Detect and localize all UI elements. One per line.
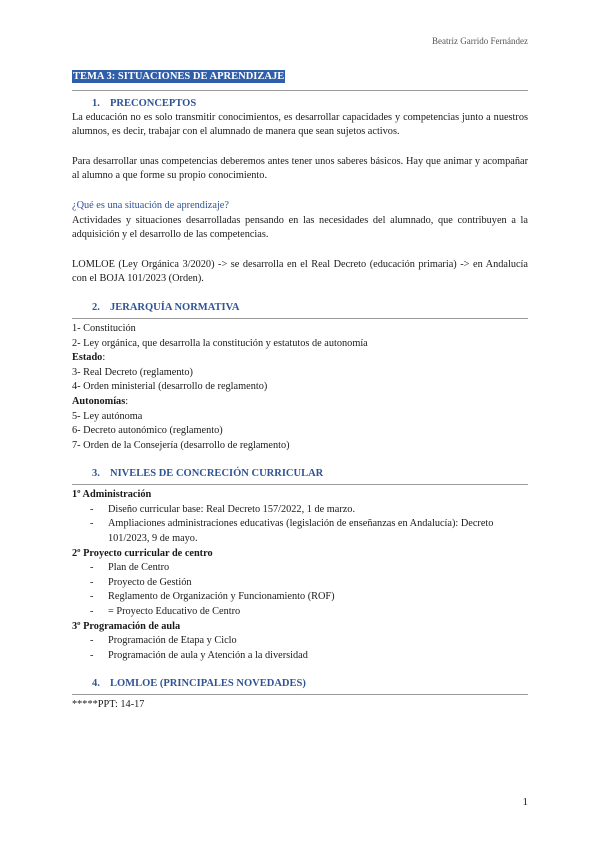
- list-item: - = Proyecto Educativo de Centro: [90, 606, 241, 618]
- section-2-heading: [92, 301, 528, 315]
- section-4-heading: [92, 677, 528, 691]
- hierarchy-item-2: 2- Ley orgánica, que desarrolla la constitución y estatutos de autonomía: [72, 337, 368, 349]
- autonomias-label-line: Autonomías:: [72, 395, 129, 407]
- level-3-label: 3º Programación de aula: [72, 620, 181, 632]
- autonomias-label: Autonomías: [72, 395, 126, 407]
- section-2-divider: [72, 318, 528, 319]
- header-author: Beatriz Garrido Fernández: [432, 36, 528, 46]
- list-item: - Programación de aula y Atención a la diversidad: [90, 649, 308, 661]
- list-item: - Diseño curricular base: Real Decreto 157/2022, 1 de marzo.: [90, 503, 356, 515]
- section-2-title: JERARQUÍA NORMATIVA: [110, 301, 240, 313]
- estado-label: Estado: [72, 352, 103, 364]
- section-4-number: 4.: [92, 678, 100, 690]
- list-item: - Programación de Etapa y Ciclo: [90, 635, 237, 647]
- list-item: - Reglamento de Organización y Funcionamiento (ROF): [90, 591, 335, 603]
- hierarchy-item-6: 6- Decreto autonómico (reglamento): [72, 425, 223, 437]
- list-item: - Proyecto de Gestión: [90, 576, 192, 588]
- section-1-paragraph-2: Para desarrollar unas competencias deberemos antes tener unos saberes básicos. Hay que animar y acompañar al alumno a que forme su propio conocimiento.: [72, 155, 528, 182]
- section-1-number: 1.: [92, 97, 100, 109]
- hierarchy-item-1: 1- Constitución: [72, 322, 136, 334]
- section-1-paragraph-3: Actividades y situaciones desarrolladas pensando en las necesidades del alumnado, que contribuyen a la adquisición y el desarrollo de las competencias.: [72, 214, 528, 241]
- level-2-label: 2º Proyecto curricular de centro: [72, 547, 213, 559]
- document-title: TEMA 3: SITUACIONES DE APRENDIZAJE: [73, 71, 285, 82]
- hierarchy-item-3: 3- Real Decreto (reglamento): [72, 366, 193, 378]
- section-4-note: *****PPT: 14-17: [72, 699, 145, 711]
- level-1-label: 1º Administración: [72, 489, 152, 501]
- section-1-paragraph-4: LOMLOE (Ley Orgánica 3/2020) -> se desarrolla en el Real Decreto (educación primaria) -> en Andalucía con el BOJA 101/2023 (Orden).: [72, 258, 528, 285]
- section-2-number: 2.: [92, 301, 100, 313]
- list-item: - Ampliaciones administraciones educativas (legislación de enseñanzas en Andalucía): Decreto 101/2023, 9 de mayo.: [90, 518, 494, 545]
- section-3-title: NIVELES DE CONCRECIÓN CURRICULAR: [110, 468, 324, 480]
- page-number: 1: [522, 796, 528, 808]
- section-1-question: ¿Qué es una situación de aprendizaje?: [72, 199, 229, 211]
- section-4-title: LOMLOE (PRINCIPALES NOVEDADES): [110, 678, 306, 690]
- hierarchy-item-4: 4- Orden ministerial (desarrollo de reglamento): [72, 381, 268, 393]
- hierarchy-item-7: 7- Orden de la Consejería (desarrollo de reglamento): [72, 439, 290, 451]
- section-4-divider: [72, 694, 528, 695]
- section-1-paragraph-1: La educación no es solo transmitir conocimientos, es desarrollar capacidades y competencias junto a nuestros alumnos, es decir, trabajar con el alumnado de manera que sean sujetos activos.: [72, 111, 528, 138]
- level-2-list: [72, 561, 528, 619]
- section-3-heading: [92, 467, 528, 481]
- section-3-number: 3.: [92, 468, 100, 480]
- section-3-divider: [72, 484, 528, 485]
- section-1-heading: [92, 97, 528, 111]
- hierarchy-item-5: 5- Ley autónoma: [72, 410, 143, 422]
- level-3-list: [72, 634, 528, 663]
- level-1-list: [72, 503, 528, 547]
- title-divider: [72, 90, 528, 91]
- estado-label-line: Estado:: [72, 352, 106, 364]
- list-item: - Plan de Centro: [90, 562, 170, 574]
- section-1-title: PRECONCEPTOS: [110, 97, 197, 109]
- page-content: [72, 70, 528, 713]
